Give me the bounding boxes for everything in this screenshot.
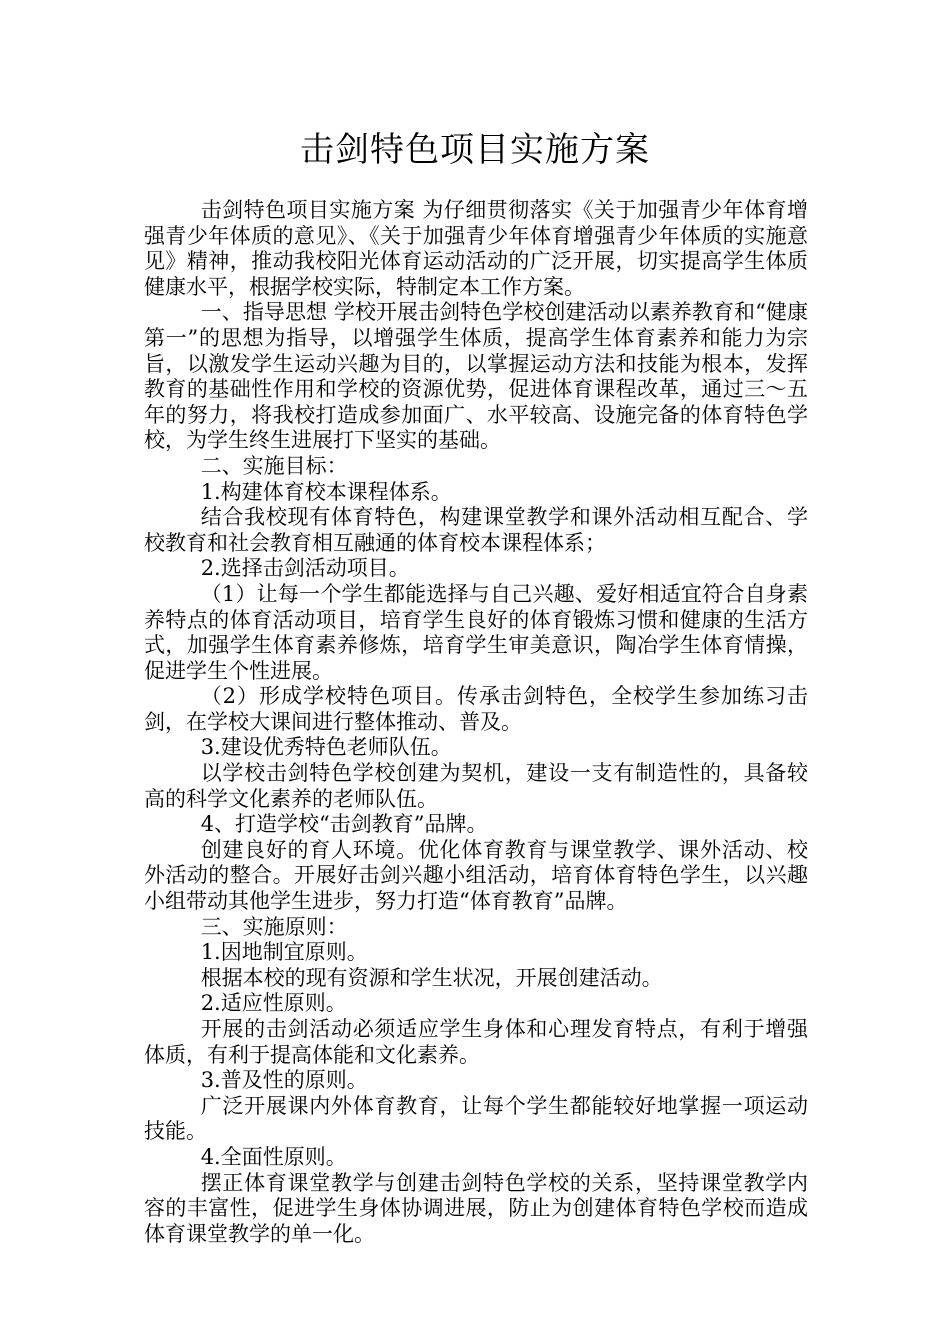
goal-4-heading: 4、打造学校“击剑教育”品牌。 [200,812,488,837]
goal-3-heading: 3.建设优秀特色老师队伍。 [200,735,452,760]
principle-4-heading: 4.全面性原则。 [200,1144,347,1169]
goal-1-text: 结合我校现有体育特色，构建课堂教学和课外活动相互配合、学校教育和社会教育相互融通的体育校本课程体系； [144,505,808,555]
document-title: 击剑特色项目实施方案 [300,130,650,170]
goal-2-item-2: （2）形成学校特色项目。传承击剑特色，全校学生参加练习击剑，在学校大课间进行整体推动、普及。 [144,684,808,734]
principle-1-heading: 1.因地制宜原则。 [200,940,368,965]
principle-2-heading: 2.适应性原则。 [200,991,347,1016]
goal-1-heading: 1.构建体育校本课程体系。 [200,479,452,504]
goal-3-text: 以学校击剑特色学校创建为契机，建设一支有制造性的，具备较高的科学文化素养的老师队伍。 [144,761,808,811]
paragraph-intro: 击剑特色项目实施方案 为仔细贯彻落实《关于加强青少年体育增强青少年体质的意见》、《关于加强青少年体育增强青少年体质的实施意见》精神，推动我校阳光体育运动活动的广泛开展，切实提高学生体质健康水平，根据学校实际，特制定本工作方案。 [144,198,808,299]
goal-2-item-1: （1）让每一个学生都能选择与自己兴趣、爱好相适宜符合自身素养特点的体育活动项目，培育学生良好的体育锻炼习惯和健康的生活方式，加强学生体育素养修炼，培育学生审美意识，陶冶学生体育情操，促进学生个性进展。 [144,581,808,683]
principle-1-text: 根据本校的现有资源和学生状况，开展创建活动。 [200,965,663,990]
principle-2-text: 开展的击剑活动必须适应学生身体和心理发育特点，有利于增强体质，有利于提高体能和文化素养。 [144,1017,808,1067]
principle-4-text: 摆正体育课堂教学与创建击剑特色学校的关系，坚持课堂教学内容的丰富性，促进学生身体协调进展，防止为创建体育特色学校而造成体育课堂教学的单一化。 [144,1170,808,1246]
paragraph-guiding-thought: 一、指导思想 学校开展击剑特色学校创建活动以素养教育和“健康第一”的思想为指导，以增强学生体质，提高学生体育素养和能力为宗旨，以激发学生运动兴趣为目的，以掌握运动方法和技能为根本，发挥教育的基础性作用和学校的资源优势，促进体育课程改革，通过三～五年的努力，将我校打造成参加面广、水平较高、设施完备的体育特色学校，为学生终生进展打下坚实的基础。 [144,300,808,453]
goal-4-text: 创建良好的育人环境。优化体育教育与课堂教学、课外活动、校外活动的整合。开展好击剑兴趣小组活动，培育体育特色学生，以兴趣小组带动其他学生进步，努力打造“体育教育”品牌。 [144,837,808,914]
principle-3-heading: 3.普及性的原则。 [200,1068,368,1093]
heading-goals: 二、实施目标： [200,453,348,478]
principle-3-text: 广泛开展课内外体育教育，让每个学生都能较好地掌握一项运动技能。 [144,1093,808,1144]
document-body [144,198,808,1247]
goal-2-heading: 2.选择击剑活动项目。 [200,556,410,581]
heading-principles: 三、实施原则： [200,914,348,939]
